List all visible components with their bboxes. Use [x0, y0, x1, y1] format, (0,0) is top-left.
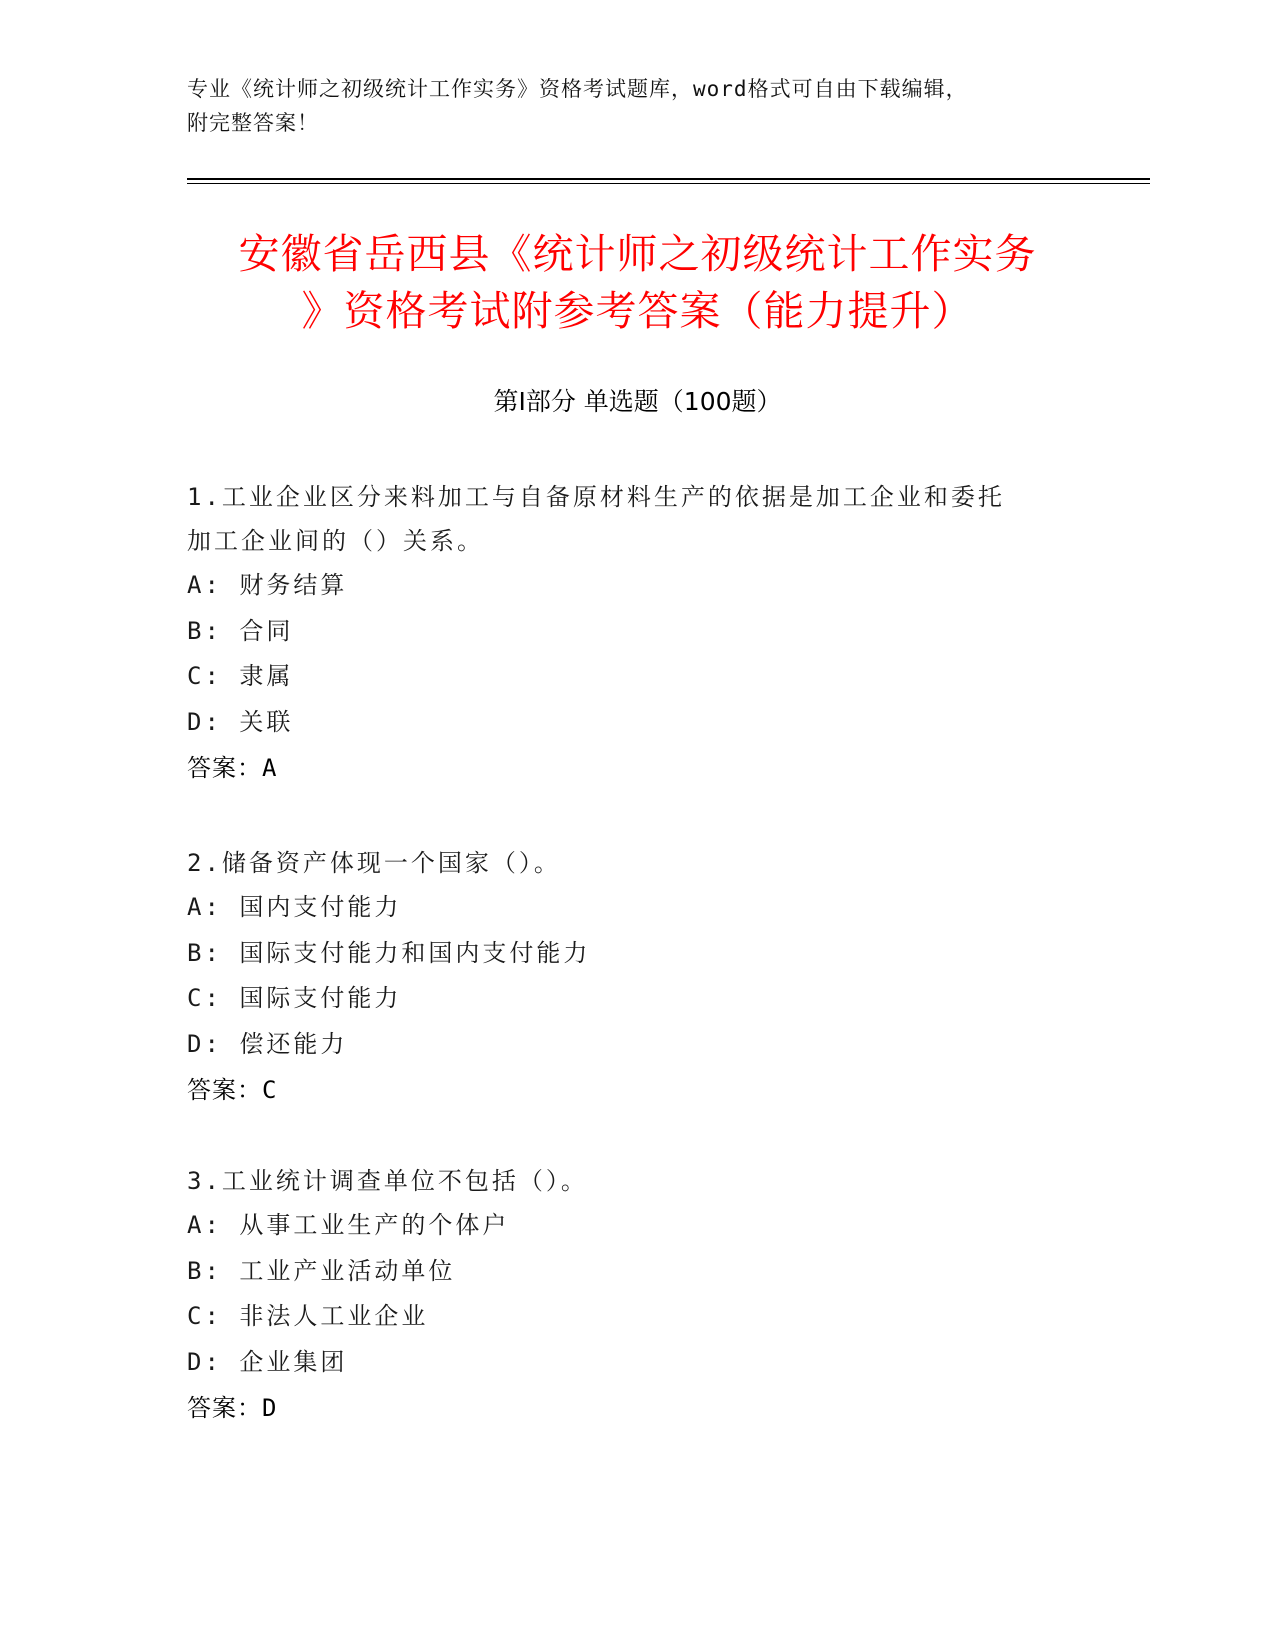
- answer-label: 答案：: [187, 754, 262, 782]
- question-3-option-d: D: 企业集团: [187, 1347, 348, 1376]
- question-1-option-b: B: 合同: [187, 616, 294, 645]
- question-1-option-d: D: 关联: [187, 707, 294, 736]
- header-divider-thick: [187, 178, 1150, 180]
- question-2-option-a: A: 国内支付能力: [187, 893, 402, 921]
- question-2-stem-line-1: 2.储备资产体现一个国家（）。: [187, 849, 561, 877]
- question-1-option-a: A: 财务结算: [187, 571, 348, 599]
- question-3: [187, 1159, 1067, 1431]
- document-title: [170, 226, 1105, 340]
- question-3-option-b: B: 工业产业活动单位: [187, 1256, 456, 1285]
- question-1-stem-line-1: 1.工业企业区分来料加工与自备原材料生产的依据是加工企业和委托: [187, 483, 1005, 511]
- header-divider-thin: [187, 183, 1150, 184]
- question-3-answer: [187, 1385, 1067, 1431]
- question-1: [187, 475, 1067, 791]
- question-2-option-c: C: 国际支付能力: [187, 984, 402, 1012]
- question-1-answer: [187, 745, 1067, 791]
- answer-label: 答案：: [187, 1076, 262, 1104]
- answer-label: 答案：: [187, 1394, 262, 1422]
- question-1-option-c: C: 隶属: [187, 662, 294, 690]
- question-2: [187, 841, 1067, 1113]
- question-2-option-b: B: 国际支付能力和国内支付能力: [187, 938, 591, 967]
- document-title-line-2: 》资格考试附参考答案（能力提升）: [301, 287, 974, 335]
- section-heading: 第Ⅰ部分 单选题（100题）: [493, 387, 782, 416]
- question-1-answer-value: A: [262, 754, 278, 782]
- question-2-option-d: D: 偿还能力: [187, 1029, 348, 1058]
- question-3-stem-line-1: 3.工业统计调查单位不包括（）。: [187, 1167, 588, 1195]
- document-title-line-1: 安徽省岳西县《统计师之初级统计工作实务: [238, 230, 1037, 278]
- question-3-answer-value: D: [262, 1394, 278, 1422]
- question-3-option-c: C: 非法人工业企业: [187, 1302, 429, 1330]
- question-2-answer-value: C: [262, 1076, 278, 1104]
- header-note-line-2: 附完整答案！: [187, 111, 319, 135]
- question-2-answer: [187, 1067, 1067, 1113]
- question-3-option-a: A: 从事工业生产的个体户: [187, 1211, 510, 1239]
- question-1-stem-line-2: 加工企业间的（）关系。: [187, 527, 484, 555]
- header-note: [187, 72, 1087, 140]
- header-note-line-1: 专业《统计师之初级统计工作实务》资格考试题库，word格式可自由下载编辑，: [187, 77, 968, 101]
